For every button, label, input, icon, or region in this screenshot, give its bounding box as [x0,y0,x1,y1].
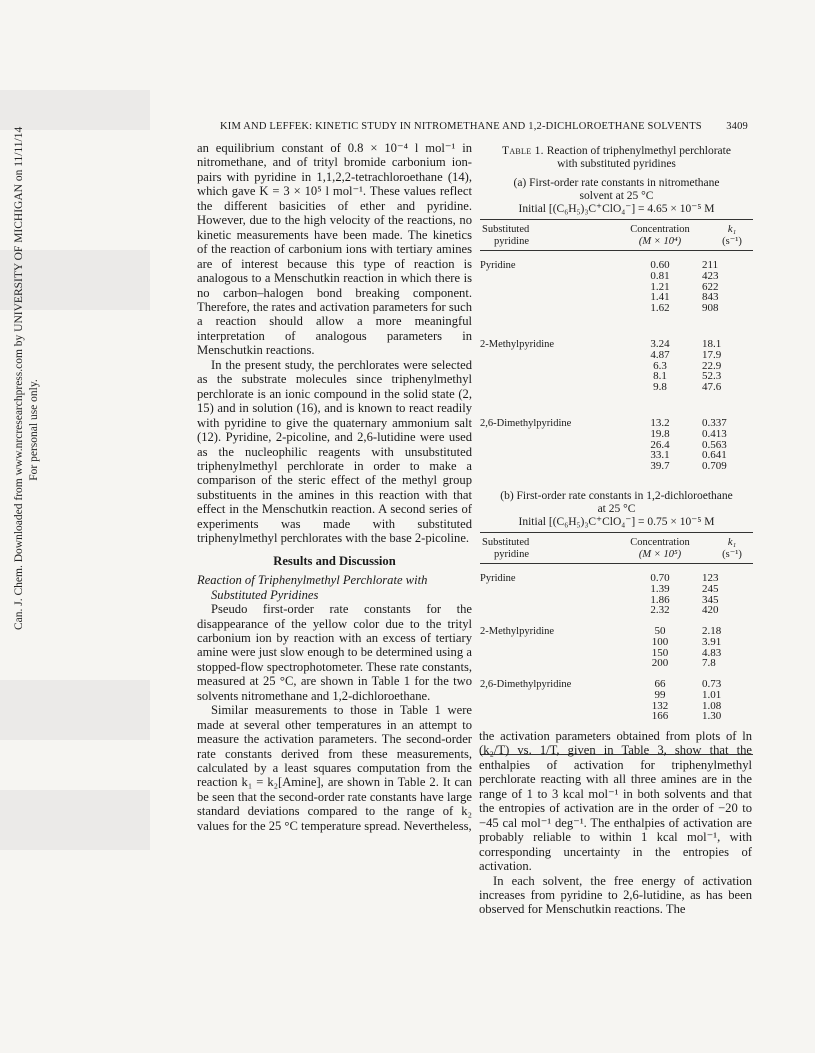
part-a-body [480,251,753,484]
table-label: Table 1. [502,145,544,157]
table-cell-k1: 1.08 [702,699,722,712]
subsection-line-2: Substituted Pyridines [211,587,319,602]
table-cell-concentration: 0.70 [650,572,670,584]
table-cell-concentration: 1.86 [650,593,670,606]
table-cell-concentration: 166 [651,710,669,723]
running-title: KIM AND LEFFEK: KINETIC STUDY IN NITROMETHANE AND 1,2-DICHLOROETHANE SOLVENTS [220,121,702,132]
table-cell-concentration: 19.8 [650,427,670,440]
col-head-substituted: Substituted pyridine [482,537,530,560]
table-cell-k1: 420 [702,604,719,617]
table-cell-k1: 52.3 [702,370,722,383]
table-cell-k1: 622 [702,280,719,293]
table-row-label: Pyridine [480,260,516,271]
table-cell-concentration: 39.7 [650,460,670,473]
table-cell-concentration: 6.3 [653,359,667,372]
col-head-concentration: Concentration (M × 10⁴) [630,224,690,247]
part-b-title-line-1: (b) First-order rate constants in 1,2-dichloroethane [500,490,733,502]
paragraph: Pseudo first-order rate constants for the disappearance of the yellow color due to the trityl carbonium ion by reaction with an excess of tertiary amine were just slow enough to be determined using a stopped-flow spectrophotometer. These rate constants, measured at 25 °C, are shown in Table 1 for the two solvents nitromethane and 1,2-dichloroethane. [197,602,472,703]
subsection-heading [197,573,472,602]
part-b-body [480,564,753,754]
paragraph: Similar measurements to those in Table 1 were made at several other temperatures in an attempt to measure the activation parameters. The second-order rate constants derived from these measurements, calculated by a least squares computation from the reaction k₁ = k₂[Amine], are shown in Table 2. It can be seen that the second-order rate constants have large standard deviations compared to the range of k₂ values for the 25 °C temperature spread. Nevertheless, [197,703,472,833]
table-cell-concentration: 33.1 [650,449,670,462]
table-cell-concentration: 1.41 [650,291,670,304]
table-row-label: 2-Methylpyridine [480,626,555,637]
part-a-title-line-1: (a) First-order rate constants in nitromethane [513,177,720,189]
part-b-title-line-2: at 25 °C [597,503,636,515]
table-cell-k1: 908 [702,302,719,315]
table-cell-k1: 18.1 [702,338,722,350]
table-row-label: 2,6-Dimethylpyridine [480,679,572,690]
table-cell-concentration: 9.8 [653,381,667,394]
caption-line-2: with substituted pyridines [557,158,676,170]
table-cell-concentration: 50 [654,625,666,637]
table-cell-concentration: 3.24 [650,338,670,350]
table-cell-k1: 3.91 [702,635,722,648]
table-cell-k1: 4.83 [702,646,722,659]
scan-noise [0,90,150,130]
col-head-substituted: Substituted pyridine [482,224,530,247]
paragraph: In the present study, the perchlorates were selected as the substrate molecules since triphenylmethyl perchlorate is an ionic compound in the solid state (2, 15) and in solution (16), and is known to react readily with pyridine to give the quaternary ammonium salt (12). Pyridine, 2-picoline, and 2,6-lutidine were used as the nucleophilic reagents with unsubstituted triphenylmethyl perchlorate in order to make a comparison of the steric effect of the methyl group substituents in the amines in this reaction with that effect in the Menschutkin reaction. A second series of experiments was made with substituted triphenylmethyl perchlorates with the base 2-picoline. [197,357,472,546]
download-watermark [12,126,46,630]
table-row-label: Pyridine [480,573,516,584]
table-cell-concentration: 8.1 [653,370,667,383]
table-cell-concentration: 2.32 [650,604,670,617]
col-head-k1: k₁ (s⁻¹) [722,224,742,247]
table-row-label: 2-Methylpyridine [480,339,555,350]
table-cell-k1: 1.01 [702,688,722,701]
table-cell-k1: 47.6 [702,381,722,394]
part-a-header [480,220,753,250]
part-a-title [480,177,753,216]
table-cell-k1: 1.30 [702,710,722,723]
table-cell-concentration: 13.2 [650,417,670,429]
table-cell-k1: 123 [702,572,719,584]
caption-line-1: Reaction of triphenylmethyl perchlorate [546,145,731,157]
table-1 [480,145,753,755]
subsection-line-1: Reaction of Triphenylmethyl Perchlorate with [197,573,428,588]
table-cell-concentration: 99 [654,688,666,701]
table-cell-k1: 345 [702,593,719,606]
part-b-header [480,533,753,563]
page-number: 3409 [726,121,748,132]
part-b-initial-conc: Initial [(C₆H₅)₃C⁺ClO₄⁻] = 0.75 × 10⁻⁵ M [518,516,715,528]
table-cell-k1: 211 [702,259,719,271]
table-cell-k1: 0.337 [702,417,727,429]
part-a-initial-conc: Initial [(C₆H₅)₃C⁺ClO₄⁻] = 4.65 × 10⁻⁵ M [518,203,715,215]
table-cell-k1: 7.8 [702,657,716,670]
table-cell-k1: 22.9 [702,359,722,372]
table-cell-k1: 0.73 [702,678,722,690]
table-cell-concentration: 1.62 [650,302,670,315]
scan-noise [0,680,150,740]
table-cell-concentration: 4.87 [650,348,670,361]
table-caption [480,145,753,171]
table-cell-concentration: 1.39 [650,582,670,595]
scan-noise [0,790,150,850]
paragraph: In each solvent, the free energy of activation increases from pyridine to 2,6-lutidine, as has been observed for Menschutkin reactions. The [479,873,752,917]
table-cell-k1: 2.18 [702,625,722,637]
table-cell-concentration: 150 [651,646,669,659]
table-cell-concentration: 132 [651,699,669,712]
col-head-concentration: Concentration (M × 10⁵) [630,537,690,560]
watermark-line-1: Can. J. Chem. Downloaded from www.nrcresearchpress.com by UNIVERSITY OF MICHIGAN on 11/11/14 [13,126,25,630]
table-cell-k1: 17.9 [702,348,722,361]
left-column [197,141,472,833]
table-row-label: 2,6-Dimethylpyridine [480,418,572,429]
table-cell-concentration: 0.60 [650,259,670,271]
table-cell-k1: 0.563 [702,438,727,451]
col-head-k1: k₁ (s⁻¹) [722,537,742,560]
section-heading: Results and Discussion [273,553,396,568]
table-cell-k1: 245 [702,582,719,595]
table-cell-k1: 843 [702,291,719,304]
table-cell-k1: 0.641 [702,449,727,462]
part-a-title-line-2: solvent at 25 °C [579,190,654,202]
table-cell-concentration: 26.4 [650,438,670,451]
part-b-title [480,490,753,529]
right-column [479,729,752,917]
table-cell-concentration: 0.81 [650,269,670,282]
paragraph: an equilibrium constant of 0.8 × 10⁻⁴ l mol⁻¹ in nitromethane, and of trityl bromide carbonium ion-pairs with pyridine in 1,1,2,2-tetrachloroethane (14), which gave K = 3 × 10⁵ l mol⁻¹. These values reflect the different basicities of ether and pyridine. However, due to the high velocity of the reactions, no kinetic measurements have been made. The kinetics of the reaction of carbonium ions with tertiary amines are of interest because this type of reaction is analogous to a Menschutkin reaction in which there is no carbon–halogen bond breaking component. Therefore, the rates and activation parameters for such a reaction should allow a more meaningful interpretation of analogous parameters in Menschutkin reactions. [197,141,472,358]
paragraph: the activation parameters obtained from plots of ln (k₂/T) vs. 1/T, given in Table 3, show that the enthalpies of activation for triphenylmethyl perchlorate reacting with all three amines are in the range of 1 to 3 kcal mol⁻¹ in both solvents and that the entropies of activation are in the order of −20 to −45 cal mol⁻¹ deg⁻¹. The enthalpies of activation are probably reliable to within 1 kcal mol⁻¹, with corresponding uncertainty in the entropies of activation. [479,729,752,874]
table-cell-concentration: 200 [651,657,669,670]
table-cell-k1: 0.413 [702,427,727,440]
table-cell-k1: 0.709 [702,460,727,473]
watermark-line-2: For personal use only. [28,379,40,481]
table-cell-concentration: 100 [651,635,669,648]
table-cell-concentration: 66 [654,678,666,690]
table-cell-k1: 423 [702,269,719,282]
table-cell-concentration: 1.21 [650,280,670,293]
